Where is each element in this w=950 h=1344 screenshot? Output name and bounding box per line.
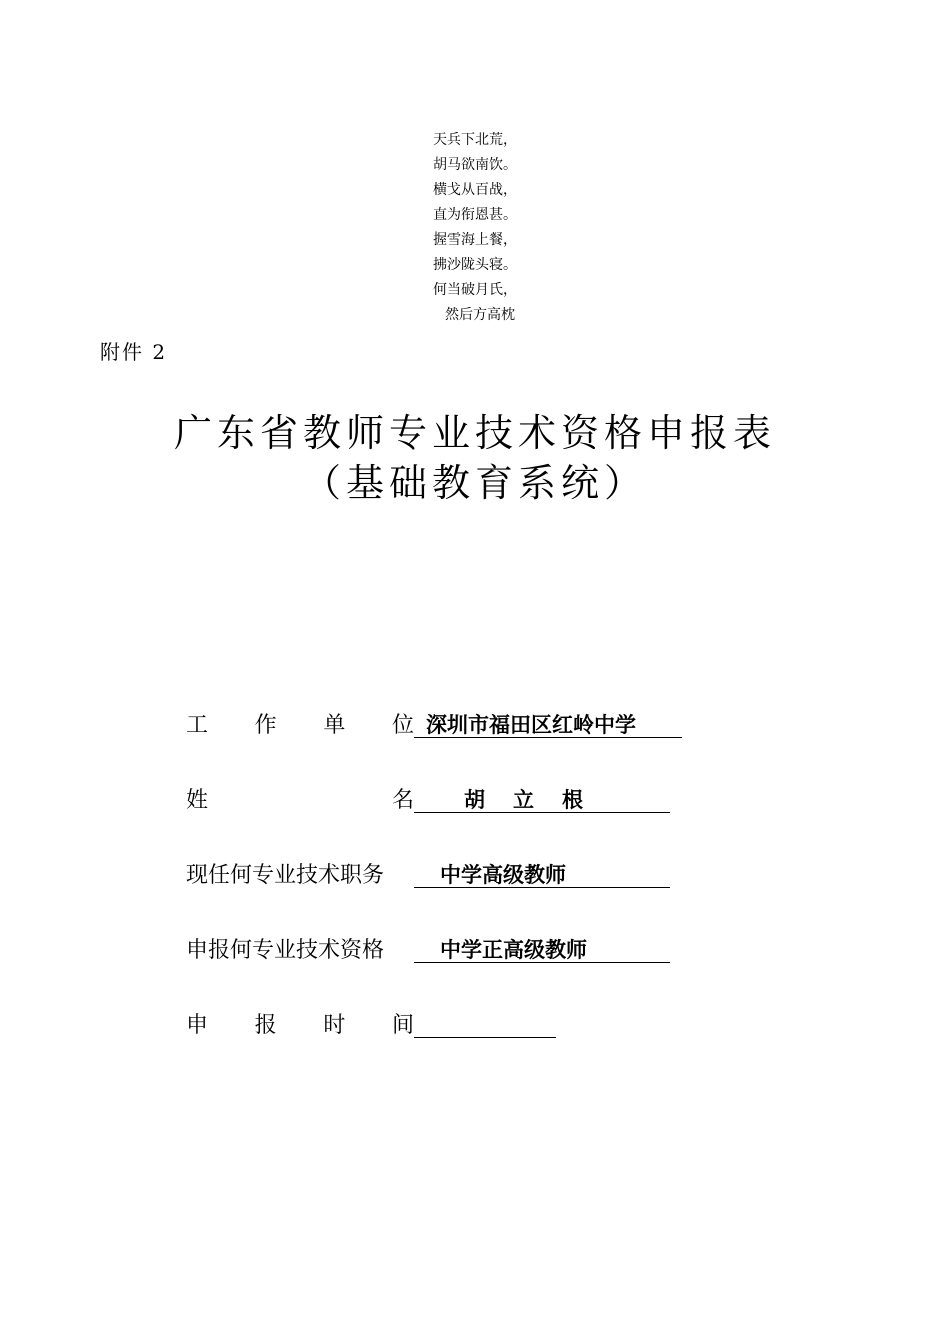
poem-line: 握雪海上餐， — [433, 232, 517, 248]
apply-time-label — [186, 1008, 414, 1039]
work-unit-value: 深圳市福田区红岭中学 — [414, 708, 682, 738]
label-char: 工 — [186, 713, 209, 738]
document-title: 广东省教师专业技术资格申报表 — [173, 411, 776, 455]
label-char: 位 — [391, 713, 414, 738]
label-char: 姓 — [186, 788, 209, 813]
current-position-label: 现任何专业技术职务 — [186, 863, 385, 888]
label-char: 时 — [323, 1013, 346, 1038]
poem-line: 胡马欲南饮。 — [433, 157, 517, 173]
label-char: 申 — [186, 1013, 209, 1038]
poem-line: 直为衔恩甚。 — [433, 207, 517, 223]
apply-time-value[interactable] — [414, 1008, 556, 1038]
applied-qualification-label: 申报何专业技术资格 — [186, 938, 385, 963]
poem-line: 何当破月氏， — [433, 282, 517, 298]
poem-line: 然后方高枕 — [445, 307, 515, 323]
name-label — [186, 783, 414, 814]
label-char: 间 — [391, 1013, 414, 1038]
label-char: 名 — [391, 788, 414, 813]
attachment-label: 附件 2 — [100, 340, 168, 364]
poem-line: 天兵下北荒， — [433, 132, 517, 148]
label-char: 作 — [254, 713, 277, 738]
poem-line: 横戈从百战， — [433, 182, 517, 198]
applied-qualification-value: 中学正高级教师 — [414, 933, 670, 963]
poem-block — [400, 128, 550, 328]
work-unit-label — [186, 708, 414, 739]
name-value: 胡立根 — [414, 783, 670, 813]
current-position-value: 中学高级教师 — [414, 858, 670, 888]
document-subtitle: （基础教育系统） — [302, 461, 647, 505]
label-char: 报 — [254, 1013, 277, 1038]
label-char: 单 — [323, 713, 346, 738]
poem-line: 拂沙陇头寝。 — [433, 257, 517, 273]
